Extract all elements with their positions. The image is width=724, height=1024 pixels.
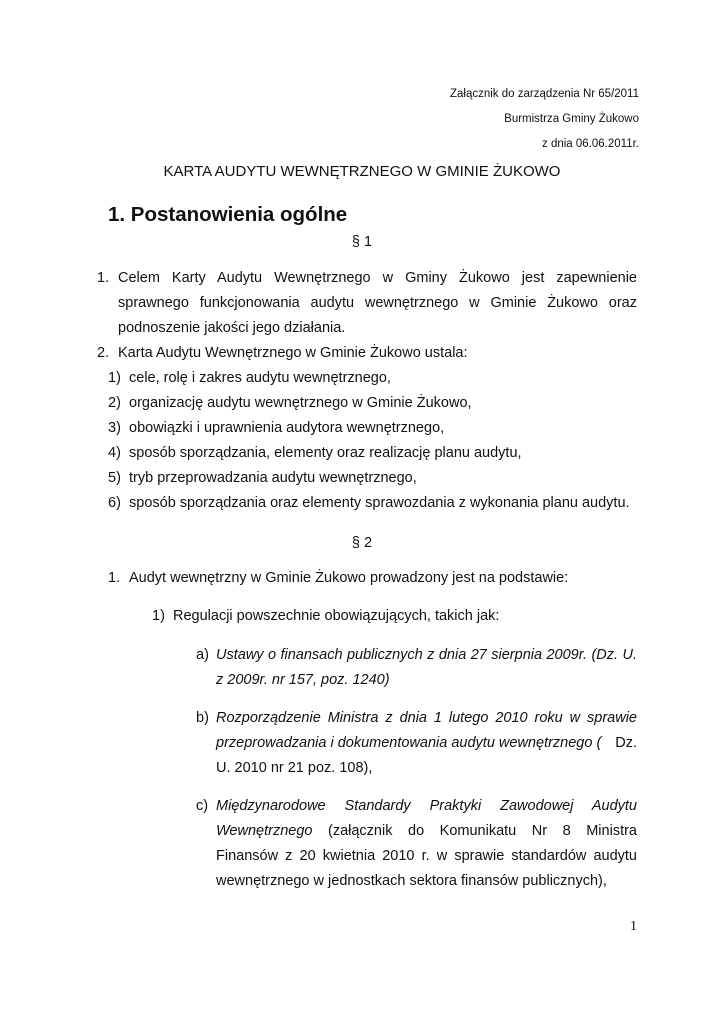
letter-b-line1: Rozporządzenie Ministra z dnia 1 lutego 2010 roku w sprawie	[216, 710, 637, 726]
item-2-number: 2.	[97, 345, 110, 361]
subitem-number: 6)	[108, 495, 121, 511]
item-2-text: Karta Audytu Wewnętrznego w Gminie Żukowo ustala:	[118, 345, 468, 361]
subitem-text: sposób sporządzania oraz elementy sprawozdania z wykonania planu audytu.	[129, 495, 630, 511]
par2-subitem-1-text: Regulacji powszechnie obowiązujących, takich jak:	[173, 608, 500, 624]
letter-c-line2	[216, 819, 637, 844]
letter-c-label: c)	[196, 798, 209, 814]
attachment-header-line3: z dnia 06.06.2011r.	[542, 138, 639, 150]
paragraph-label-2: § 2	[351, 535, 373, 551]
subitem-number: 1)	[108, 370, 121, 386]
subitem-number: 3)	[108, 420, 121, 436]
subitem-number: 2)	[108, 395, 121, 411]
document-title: KARTA AUDYTU WEWNĘTRZNEGO W GMINIE ŻUKOWO	[163, 163, 561, 180]
letter-b-line3: U. 2010 nr 21 poz. 108),	[216, 760, 373, 776]
letter-b-line2-italic: przeprowadzania i dokumentowania audytu wewnętrznego (	[216, 735, 602, 751]
letter-c-line1: Międzynarodowe Standardy Praktyki Zawodowej Audytu	[216, 798, 637, 814]
par2-item-1-text: Audyt wewnętrzny w Gminie Żukowo prowadzony jest na podstawie:	[129, 570, 569, 586]
letter-a-line1: Ustawy o finansach publicznych z dnia 27 sierpnia 2009r. (Dz. U.	[216, 647, 637, 663]
attachment-header-line2: Burmistrza Gminy Żukowo	[504, 113, 639, 125]
paragraph-label-1: § 1	[351, 234, 373, 250]
letter-b-line2	[216, 731, 637, 756]
item-1-number: 1.	[97, 270, 110, 286]
section-heading: 1. Postanowienia ogólne	[108, 203, 348, 226]
subitem-number: 4)	[108, 445, 121, 461]
subitem-text: tryb przeprowadzania audytu wewnętrznego,	[129, 470, 417, 486]
letter-b-line2-normal: Dz.	[615, 735, 637, 751]
item-1-line3: podnoszenie jakości jego działania.	[118, 320, 346, 336]
par2-subitem-1-number: 1)	[152, 608, 165, 624]
page-number: 1	[630, 919, 637, 934]
subitem-number: 5)	[108, 470, 121, 486]
subitem-text: organizację audytu wewnętrznego w Gminie Żukowo,	[129, 395, 472, 411]
letter-a-line2: z 2009r. nr 157, poz. 1240)	[216, 672, 390, 688]
subitem-text: cele, rolę i zakres audytu wewnętrznego,	[129, 370, 391, 386]
letter-c-line2-normal: (załącznik do Komunikatu Nr 8 Ministra	[312, 823, 637, 839]
item-1-line2: sprawnego funkcjonowania audytu wewnętrznego w Gminie Żukowo oraz	[118, 295, 637, 311]
letter-c-line4: wewnętrznego w jednostkach sektora finansów publicznych),	[216, 873, 607, 889]
subitem-text: obowiązki i uprawnienia audytora wewnętrznego,	[129, 420, 445, 436]
subitem-text: sposób sporządzania, elementy oraz realizację planu audytu,	[129, 445, 522, 461]
letter-c-line3: Finansów z 20 kwietnia 2010 r. w sprawie standardów audytu	[216, 848, 637, 864]
letter-c-line2-italic: Wewnętrznego	[216, 823, 313, 839]
letter-b-label: b)	[196, 710, 209, 726]
item-1-line1: Celem Karty Audytu Wewnętrznego w Gminy Żukowo jest zapewnienie	[118, 270, 637, 286]
letter-a-label: a)	[196, 647, 209, 663]
attachment-header-line1: Załącznik do zarządzenia Nr 65/2011	[449, 88, 639, 100]
par2-item-1-number: 1.	[108, 570, 121, 586]
